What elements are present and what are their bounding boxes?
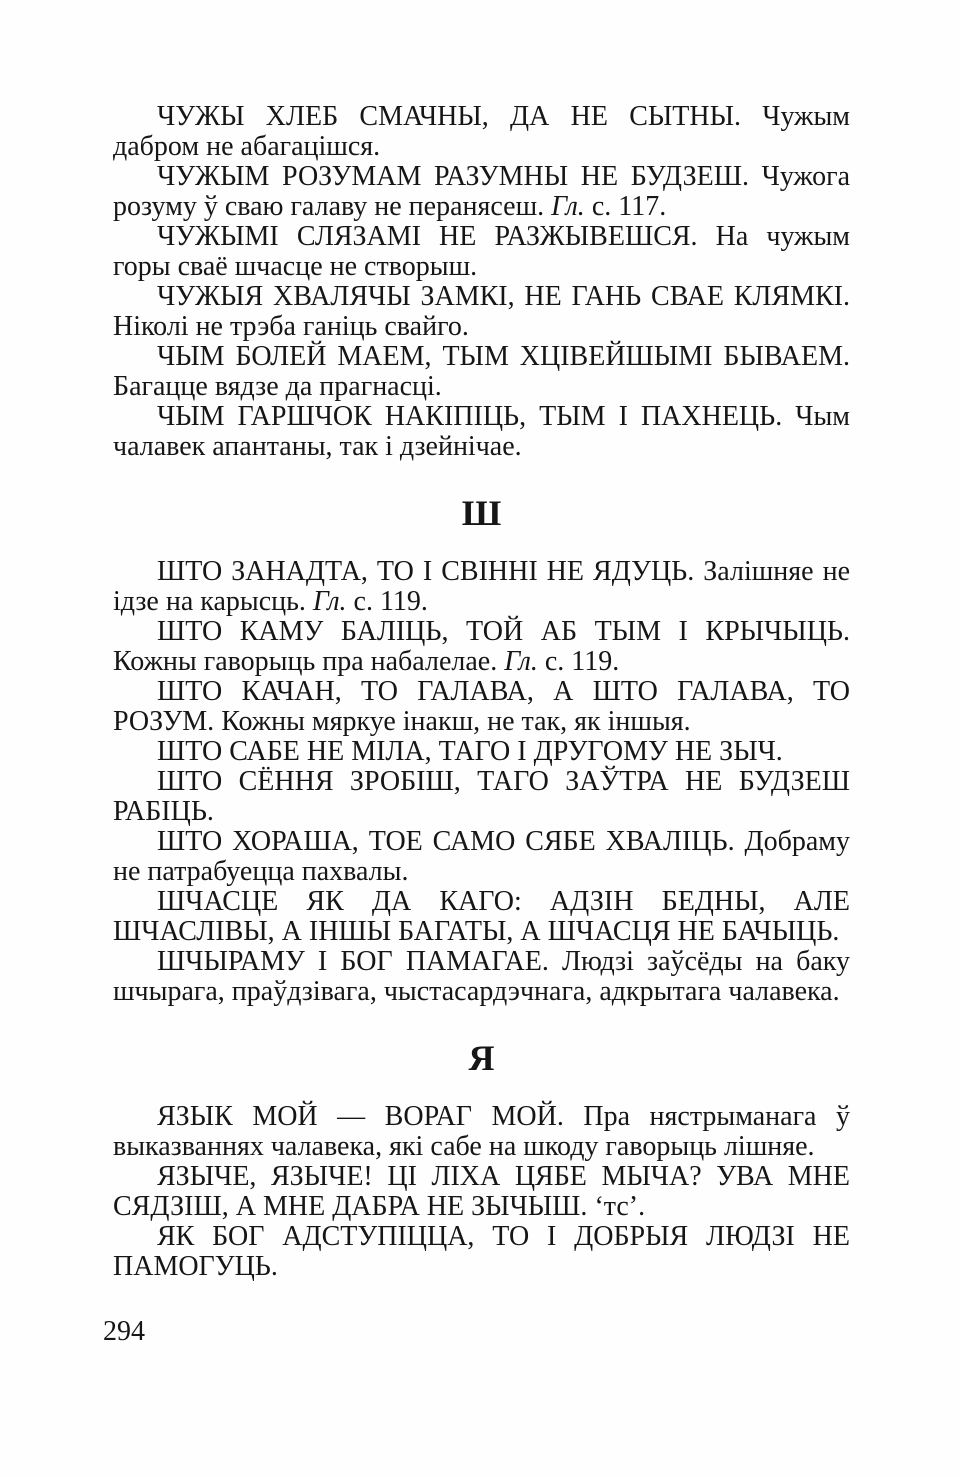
proverb-explanation: Добраму не патрабуецца пахвалы. [113,826,851,887]
proverb-explanation: Кожны мяркуе інакш, не так, як іншыя. [221,706,691,737]
proverb-text: ШТО КАЧАН, ТО ГАЛАВА, А ШТО ГАЛАВА, ТО РОЗУМ. [113,676,850,737]
proverb-text: ШТО ХОРАША, ТОЕ САМО СЯБЕ ХВАЛІЦЬ. [157,826,735,857]
proverb-entry [113,402,850,462]
section-ya [113,1102,850,1282]
proverb-explanation: На чужым горы сваё шчасце не створыш. [113,221,850,282]
proverb-text: ЧЫМ ГАРШЧОК НАКІПІЦЬ, ТЫМ І ПАХНЕЦЬ. [157,401,783,432]
page-text [103,101,851,1347]
proverb-text: ЧУЖЫМ РОЗУМАМ РАЗУМНЫ НЕ БУДЗЕШ. [157,161,749,192]
proverb-entry [113,342,850,402]
section-sh [113,557,850,1007]
section-header-sh: Ш [461,493,502,533]
proverb-text: ЧУЖЫ ХЛЕБ СМАЧНЫ, ДА НЕ СЫТНЫ. [157,101,742,132]
cross-reference-page: с. 117. [591,191,667,222]
proverb-entry [113,767,850,827]
proverb-explanation: Багацце вядзе да прагнасці. [113,371,442,402]
proverb-entry [113,102,850,162]
proverb-entry [113,677,850,737]
proverb-entry [113,222,850,282]
proverb-explanation: ‘тс’. [594,1191,646,1222]
proverb-explanation: Кожны гаворыць пра набалелае. [113,646,498,677]
proverb-entry [113,1222,850,1282]
proverb-text: ШЧЫРАМУ І БОГ ПАМАГАЕ. [157,946,549,977]
proverb-entry [113,162,850,222]
proverb-explanation: Пра нястрыманага ў выказваннях чалавека, які сабе на шкоду гаворыць лішняе. [113,1101,850,1162]
section-ch-continuation [113,102,850,462]
page-number: 294 [103,1316,145,1347]
proverb-text: ЧУЖЫЯ ХВАЛЯЧЫ ЗАМКІ, НЕ ГАНЬ СВАЕ КЛЯМКІ. [157,281,850,312]
proverb-entry [113,737,850,767]
proverb-entry [113,1102,850,1162]
proverb-entry [113,282,850,342]
cross-reference-page: с. 119. [353,586,428,617]
section-header-ya: Я [468,1038,495,1078]
proverb-entry [113,887,850,947]
proverb-text: ЯЗЫЧЕ, ЯЗЫЧЕ! ЦІ ЛІХА ЦЯБЕ МЫЧА? УВА МНЕ СЯДЗІШ, А МНЕ ДАБРА НЕ ЗЫЧЫШ. [113,1161,850,1222]
proverb-entry [113,1162,850,1222]
proverb-entry [113,557,850,617]
proverb-text: ЧЫМ БОЛЕЙ МАЕМ, ТЫМ ХЦІВЕЙШЫМІ БЫВАЕМ. [157,341,850,372]
cross-reference-page: с. 119. [544,646,620,677]
proverb-entry [113,947,850,1007]
proverb-explanation: Чужым дабром не абагацішся. [113,101,850,162]
cross-reference-label: Гл. [312,586,347,617]
proverb-text: ШТО СЁННЯ ЗРОБІШ, ТАГО ЗАЎТРА НЕ БУДЗЕШ РАБІЦЬ. [113,766,850,827]
proverb-text: ЯЗЫК МОЙ — ВОРАГ МОЙ. [157,1101,564,1132]
proverb-explanation: Залішняе не ідзе на карысць. [113,556,851,617]
proverb-text: ШЧАСЦЕ ЯК ДА КАГО: АДЗІН БЕДНЫ, АЛЕ ШЧАСЛІВЫ, А ІНШЫ БАГАТЫ, А ШЧАСЦЯ НЕ БАЧЫЦЬ. [113,886,850,947]
proverb-text: ШТО КАМУ БАЛІЦЬ, ТОЙ АБ ТЫМ І КРЫЧЫЦЬ. [157,616,850,647]
cross-reference-label: Гл. [551,191,585,222]
proverb-text: ЯК БОГ АДСТУПІЦЦА, ТО І ДОБРЫЯ ЛЮДЗІ НЕ ПАМОГУЦЬ. [113,1221,850,1282]
proverb-text: ШТО ЗАНАДТА, ТО І СВІННІ НЕ ЯДУЦЬ. [157,556,695,587]
proverb-explanation: Чужога розуму ў сваю галаву не перанясеш. [113,161,851,222]
proverb-entry [113,617,850,677]
proverb-text: ШТО САБЕ НЕ МІЛА, ТАГО І ДРУГОМУ НЕ ЗЫЧ. [157,736,783,767]
proverb-explanation: Чым чалавек апантаны, так і дзейнічае. [113,401,850,462]
proverb-entry [113,827,850,887]
proverb-explanation: Людзі заўсёды на баку шчырага, праўдзівага, чыстасардэчнага, адкрытага чалавека. [113,946,851,1007]
cross-reference-label: Гл. [504,646,538,677]
proverb-text: ЧУЖЫМІ СЛЯЗАМІ НЕ РАЗЖЫВЕШСЯ. [157,221,698,252]
proverb-explanation: Ніколі не трэба ганіць свайго. [113,311,469,342]
